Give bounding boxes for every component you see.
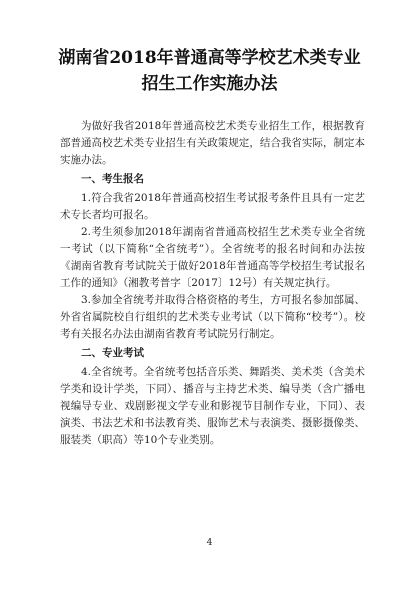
section-2-heading: 二、专业考试 (81, 347, 144, 359)
document-title-line-1: 湖南省2018年普通高等学校艺术类专业 (58, 48, 361, 68)
document-title-line-2: 招生工作实施办法 (141, 74, 278, 94)
section-1-paragraph-3: 3.参加全省统考并取得合格资格的考生，方可报名参加部属、外省省属院校自行组织的艺术类专业考试（以下简称“校考”）。校考有关报名办法由湖南省教育考试院另行制定。 (60, 294, 365, 340)
intro-paragraph: 为做好我省2018年普通高校艺术类专业招生工作，根据教育部普通高校艺术类专业招生有关政策规定，结合我省实际，制定本实施办法。 (60, 120, 365, 166)
section-1-paragraph-2: 2.考生须参加2018年湖南省普通高校招生艺术类专业全省统一考试（以下简称“全省统考”）。全省统考的报名时间和办法按《湖南省教育考试院关于做好2018年普通高等学校招生考试报名工作的通知》（湘教考普字〔2017〕12号）有关规定执行。 (60, 226, 365, 289)
section-1-heading: 一、考生报名 (81, 173, 144, 185)
section-1-paragraph-1: 1.符合我省2018年普通高校招生考试报考条件且具有一定艺术专长者均可报名。 (60, 192, 365, 221)
section-2-paragraph-1: 4.全省统考。全省统考包括音乐类、舞蹈类、美术类（含美术学类和设计学类，下同）、播音与主持艺术类、编导类（含广播电视编导专业、戏剧影视文学专业和影视节目制作专业，下同）、表演类、书法艺术和书法教育类、服饰艺术与表演类、摄影摄像类、服装类（职高）等10个专业类别。 (60, 366, 365, 446)
page-number: 4 (206, 538, 213, 548)
document-body (60, 118, 365, 449)
